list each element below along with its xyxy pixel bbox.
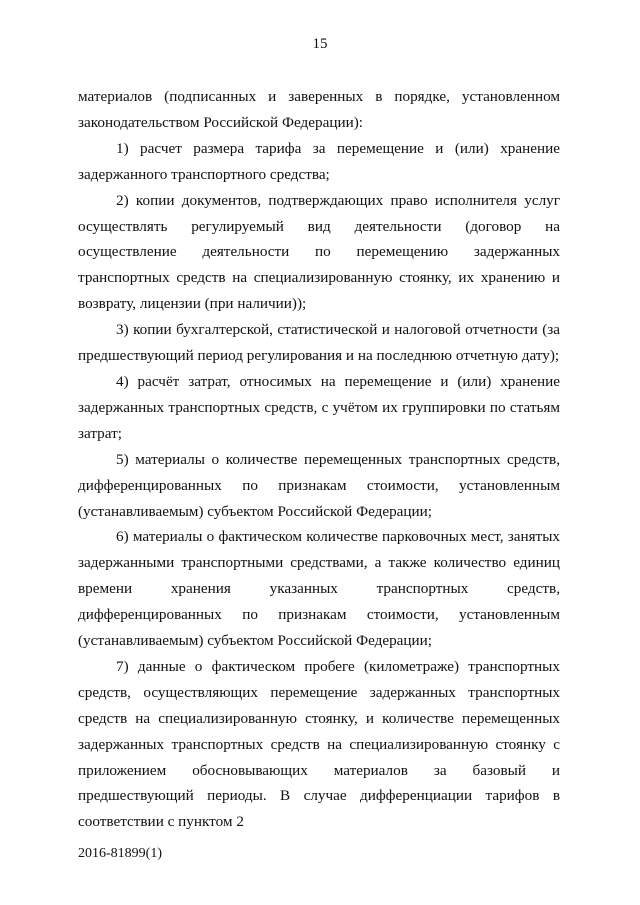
list-item-5: 5) материалы о количестве перемещенных транспортных средств, дифференцированных по признакам стоимости, установленным (устанавливаемым) субъектом Российской Федерации;: [78, 450, 560, 520]
list-item-6: 6) материалы о фактическом количестве парковочных мест, занятых задержанными транспортными средствами, а также количество единиц времени хранения указанных транспортных средств, дифференцированных по признакам стоимости, установленным (устанавливаемым) субъектом Российской Федерации;: [78, 528, 560, 650]
document-id: 2016-81899(1): [78, 846, 162, 861]
list-item-3: 3) копии бухгалтерской, статистической и налоговой отчетности (за предшествующий период регулирования и на последнюю отчетную дату);: [78, 321, 560, 365]
list-item-2: 2) копии документов, подтверждающих право исполнителя услуг осуществлять регулируемый вид деятельности (договор на осуществление деятельности по перемещению задержанных транспортных средств на специализированную стоянку, их хранению и возврату, лицензии (при наличии));: [78, 191, 560, 313]
paragraph-continuation: материалов (подписанных и заверенных в порядке, установленном законодательством Российской Федерации):: [78, 88, 560, 131]
document-body: [78, 84, 560, 835]
list-item-1: 1) расчет размера тарифа за перемещение и (или) хранение задержанного транспортного средства;: [78, 139, 560, 183]
page-number: 15: [312, 36, 328, 52]
list-item-7: 7) данные о фактическом пробеге (километраже) транспортных средств, осуществляющих перемещение задержанных транспортных средств на специализированную стоянку, и количестве перемещенных задержанных транспортных средств на специализированную стоянку с приложением обосновывающих материалов за базовый и предшествующий периоды. В случае дифференциации тарифов в соответствии с пунктом 2: [78, 657, 560, 831]
list-item-4: 4) расчёт затрат, относимых на перемещение и (или) хранение задержанных транспортных средств, с учётом их группировки по статьям затрат;: [78, 372, 560, 442]
